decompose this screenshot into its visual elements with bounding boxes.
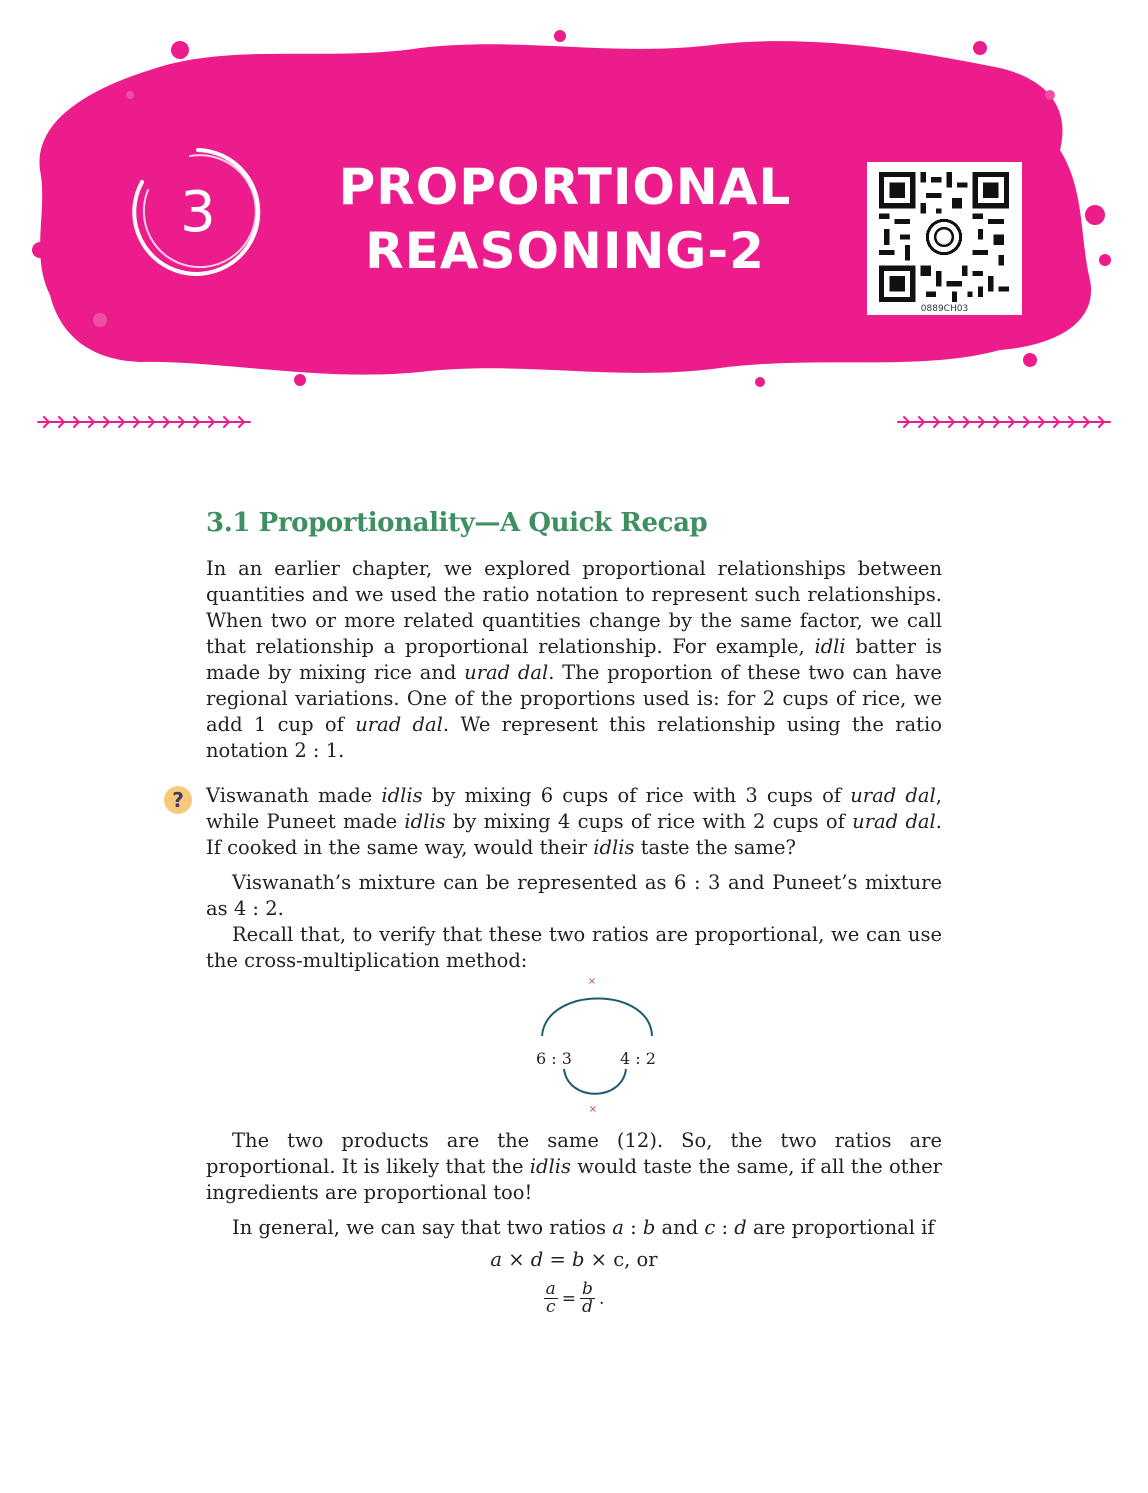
formula-product: a × d = b × c, or [490,1248,658,1271]
chapter-title [300,155,830,283]
bottom-cross-mark: × [588,1104,598,1115]
paragraph-recall: Recall that, to verify that these two ratios are proportional, we can use the cross-multiplication method: [206,923,942,972]
paragraph-intro: In an earlier chapter, we explored proportional relationships between quantities and we used the ratio notation to represent such relationships. When two or more related quantities change by the same factor, we call that relationship a proportional relationship. For example, idli batter is made by mixing rice and urad dal. The proportion of these two can have regional variations. One of the proportions used is: for 2 cups of rice, we add 1 cup of urad dal. We represent this relationship using the ratio notation 2 : 1. [206,557,942,762]
bottom-arc [564,1069,626,1094]
paragraph-products: The two products are the same (12). So, the two ratios are proportional. It is likely that the idlis would taste the same, if all the other ingredients are proportional too! [206,1129,942,1204]
svg-text:?: ? [172,788,184,812]
cross-multiplication-diagram [206,978,942,1126]
question-text: Viswanath made idlis by mixing 6 cups of rice with 3 cups of urad dal, while Puneet made idlis by mixing 4 cups of rice with 2 cups of urad dal. If cooked in the same way, would their idlis taste the same? [206,784,942,859]
top-arc [542,999,652,1037]
paragraph-general: In general, we can say that two ratios a : b and c : d are proportional if [232,1216,935,1239]
section-heading: 3.1 Proportionality—A Quick Recap [206,508,708,538]
qr-code-card[interactable] [867,162,1022,315]
decorative-border-right [896,414,1112,430]
top-cross-mark: × [587,978,597,987]
fraction-end: . [598,1288,605,1309]
main-content [172,505,942,1317]
fraction-right: $\frac{b}{d}$ [582,1279,593,1317]
qr-code-icon [879,172,1009,302]
fraction-left: $\frac{a}{c}$ [545,1279,556,1317]
chapter-number: 3 [180,179,216,245]
formula-fraction [206,1281,942,1316]
chapter-title-line2: REASONING-2 [365,222,765,280]
fraction-equals: = [561,1288,577,1309]
ratio-left: 6 : 3 [536,1049,572,1068]
decorative-border-left [36,414,252,430]
ratio-right: 4 : 2 [620,1049,656,1068]
question-mark-icon [163,785,193,815]
qr-code-label: 0889CH03 [920,304,969,314]
paragraph-mixtures: Viswanath’s mixture can be represented as 6 : 3 and Puneet’s mixture as 4 : 2. [206,871,942,920]
question-block [172,783,942,861]
chapter-title-line1: PROPORTIONAL [338,158,792,216]
